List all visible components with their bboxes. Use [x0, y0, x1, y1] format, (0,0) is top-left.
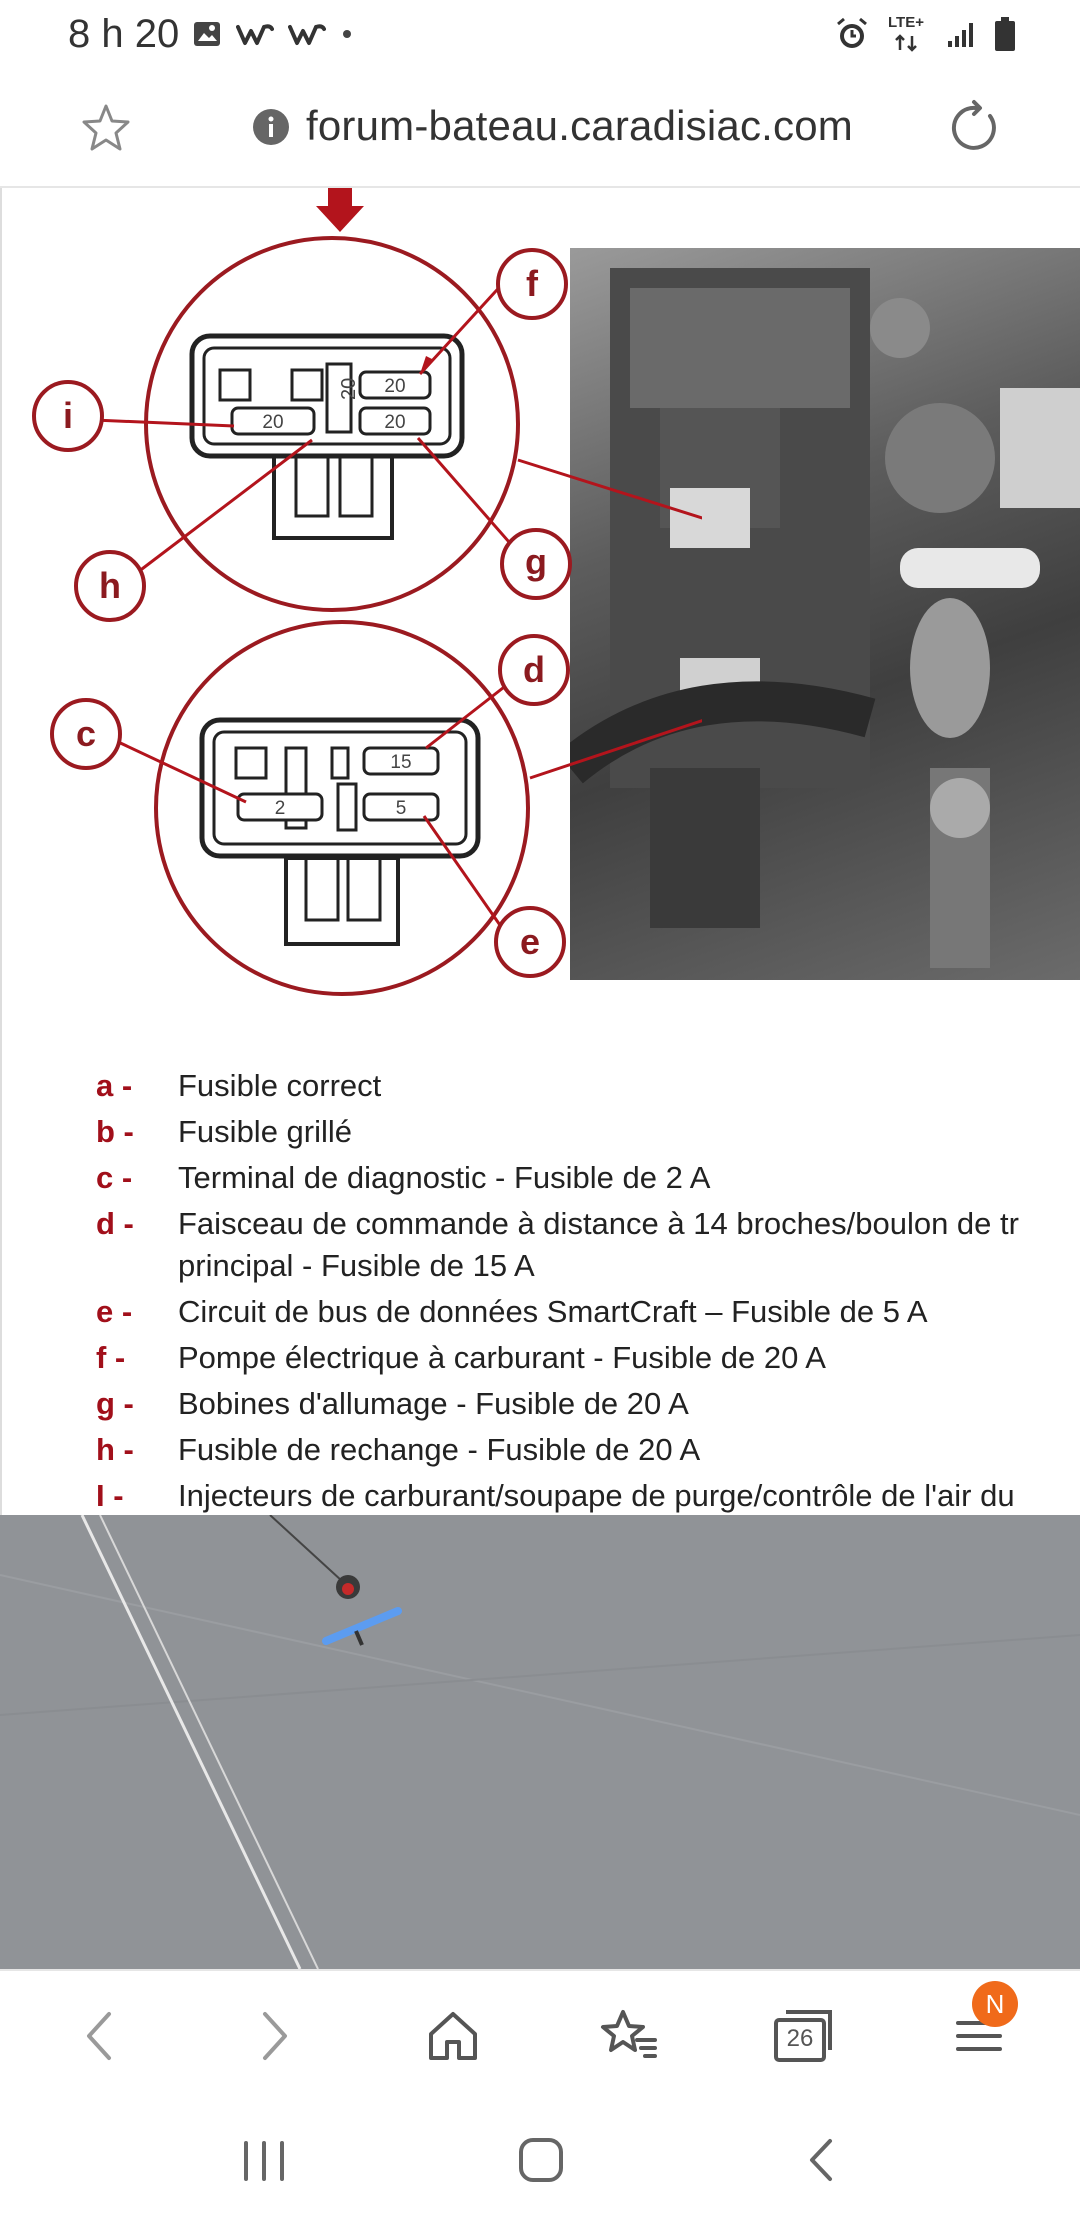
callout-label: h	[99, 565, 121, 606]
legend-letter: e -	[96, 1294, 133, 1329]
home-icon	[425, 2008, 481, 2064]
lower-fuse-value-d: 15	[390, 752, 412, 773]
legend-letter: I -	[96, 1478, 124, 1513]
callout-label: f	[526, 263, 538, 304]
system-back-button[interactable]	[800, 2135, 844, 2185]
notification-badge: N	[972, 1981, 1018, 2027]
gallery-icon	[192, 19, 222, 49]
app-w-icon	[236, 19, 274, 49]
home-square-icon	[516, 2135, 566, 2185]
legend-letter: f -	[96, 1340, 126, 1375]
status-time: 8 h 20	[68, 12, 180, 56]
status-system-icons	[834, 12, 1016, 56]
tabs-button[interactable]	[768, 2001, 838, 2071]
back-button[interactable]	[64, 2001, 134, 2071]
browser-toolbar	[0, 1969, 1080, 2099]
battery-icon	[994, 16, 1016, 52]
alarm-icon	[834, 16, 870, 52]
upper-fuse-value-i: 20	[262, 412, 284, 433]
status-bar	[0, 0, 1080, 70]
forward-button[interactable]	[240, 2001, 310, 2071]
lower-fuse-value-e: 5	[395, 798, 407, 819]
signal-icon	[946, 19, 976, 49]
recent-apps-icon	[234, 2139, 294, 2183]
legend-text: Fusible de rechange - Fusible de 20 A	[178, 1432, 701, 1467]
site-info-button[interactable]	[252, 108, 290, 146]
chevron-right-icon	[255, 2008, 295, 2064]
bookmark-list-icon	[599, 2008, 659, 2064]
legend-text: Fusible grillé	[178, 1114, 353, 1149]
upper-fuse-value-vertical: 20	[338, 377, 360, 400]
upper-fuse-value-f: 20	[384, 376, 406, 397]
fuse-diagram-figure	[2, 188, 1080, 1018]
legend-letter: h -	[96, 1432, 134, 1467]
legend-letter: b -	[96, 1114, 134, 1149]
info-icon	[252, 108, 290, 146]
legend-text: principal - Fusible de 15 A	[178, 1248, 535, 1283]
callout-label: g	[525, 541, 547, 582]
address-bar	[0, 70, 1080, 188]
upper-fuse-value-g: 20	[384, 412, 406, 433]
legend-letter: c -	[96, 1160, 133, 1195]
callout-label: c	[75, 713, 97, 754]
lower-fuse-value-c: 2	[274, 798, 286, 819]
recent-apps-button[interactable]	[234, 2139, 294, 2183]
callout-label: e	[519, 921, 541, 962]
legend-text: Pompe électrique à carburant - Fusible de 20 A	[178, 1340, 826, 1375]
legend-letter: a -	[96, 1068, 133, 1103]
legend-text: Terminal de diagnostic - Fusible de 2 A	[178, 1160, 711, 1195]
home-button[interactable]	[418, 2001, 488, 2071]
legend-text: Bobines d'allumage - Fusible de 20 A	[178, 1386, 689, 1421]
bookmark-star-button[interactable]	[78, 100, 134, 156]
back-arrow-icon	[800, 2135, 844, 2185]
more-notifications-dot-icon	[340, 19, 354, 49]
callout-label: d	[523, 649, 545, 690]
legend-text: Faisceau de commande à distance à 14 broches/boulon de tr	[178, 1206, 1019, 1241]
system-navigation-bar	[0, 2099, 1080, 2220]
chevron-left-icon	[79, 2008, 119, 2064]
network-indicator	[888, 14, 928, 54]
tabs-count: 26	[786, 2025, 814, 2052]
ad-banner-image[interactable]	[0, 1515, 1080, 1969]
bookmarks-button[interactable]	[594, 2001, 664, 2071]
callout-label: i	[62, 395, 74, 436]
legend-text: Injecteurs de carburant/soupape de purge/contrôle de l'air du	[178, 1478, 1015, 1513]
reload-icon	[946, 98, 1006, 158]
data-arrows-icon	[892, 34, 922, 52]
status-notification-icons	[192, 14, 354, 54]
home-system-button[interactable]	[516, 2135, 566, 2185]
legend-text: Circuit de bus de données SmartCraft – Fusible de 5 A	[178, 1294, 928, 1329]
star-icon	[78, 100, 134, 156]
reload-button[interactable]	[946, 98, 1006, 158]
page-content[interactable]	[0, 188, 1080, 1515]
legend-text: Fusible correct	[178, 1068, 382, 1103]
legend-letter: d -	[96, 1206, 134, 1241]
network-type-label: LTE+	[888, 14, 924, 31]
app-w-icon	[288, 19, 326, 49]
url-text[interactable]: forum-bateau.caradisiac.com	[306, 102, 853, 149]
legend-letter: g -	[96, 1386, 134, 1421]
